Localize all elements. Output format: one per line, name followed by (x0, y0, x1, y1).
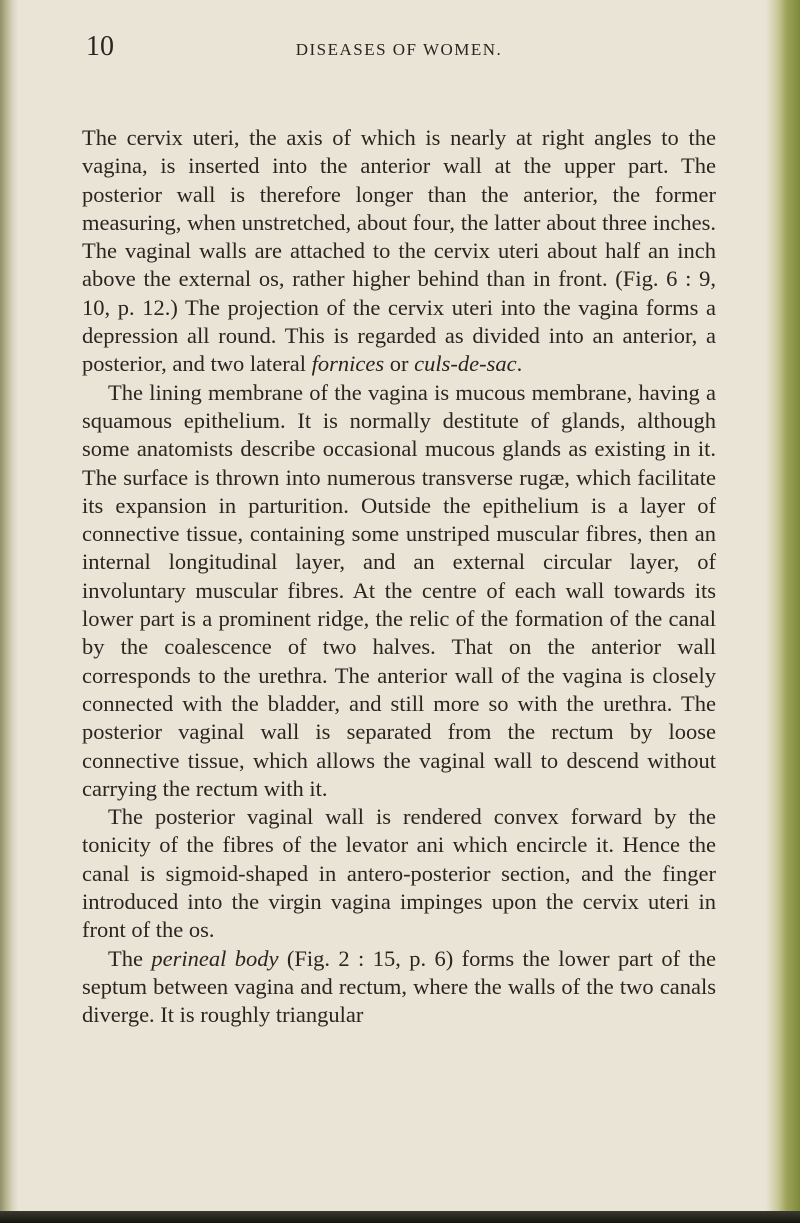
running-title: DISEASES OF WOMEN. (295, 40, 503, 59)
paragraph-text: The posterior vaginal wall is rendered convex forward by the tonicity of the fibres of the levator ani which encircle it. Hence the canal is sigmoid-shaped in antero-posterior section, and the finger introduced into the virgin vagina impinges upon the cervix uteri in front of the os. (82, 804, 716, 943)
paragraph-text: The cervix uteri, the axis of which is nearly at right angles to the vagina, is inserted into the anterior wall at the upper part. The posterior wall is therefore longer than the anterior, the former measuring, when unstretched, about four, the latter about three inches. The vaginal walls are attached to the cervix uteri about half an inch above the external os, rather higher behind than in front. (Fig. 6 : 9, 10, p. 12.) The projection of the cervix uteri into the vagina forms a depression all round. This is regarded as divided into an anterior, a posterior, and two lateral (82, 125, 716, 377)
paragraph-text: The lining membrane of the vagina is mucous membrane, having a squamous epithelium. It is normally destitute of glands, although some anatomists describe occasional mucous glands as existing in it. The surface is thrown into numerous transverse rugæ, which facilitate its expansion in parturition. Outside the epithelium is a layer of connective tissue, containing some unstriped muscular fibres, then an internal longitudinal layer, and an external circular layer, of involuntary muscular fibres. At the centre of each wall towards its lower part is a prominent ridge, the relic of the formation of the canal by the coalescence of two halves. That on the anterior wall corresponds to the urethra. The anterior wall of the vagina is closely connected with the bladder, and still more so with the urethra. The posterior vaginal wall is separated from the rectum by loose connective tissue, which allows the vaginal wall to descend without carrying the rectum with it. (82, 379, 716, 801)
book-spine-edge (766, 0, 800, 1223)
page-left-edge-shadow (0, 0, 18, 1223)
paragraph-text: . (516, 351, 523, 377)
paragraph-text: or (384, 351, 415, 377)
italic-term-perineal-body: perineal body (151, 945, 279, 971)
page-bottom-edge (0, 1211, 800, 1223)
book-page (82, 30, 716, 1030)
paragraph-perineal-body (82, 945, 716, 1030)
running-head (82, 30, 716, 80)
italic-term-fornices: fornices (311, 351, 385, 377)
paragraph-posterior-wall (82, 803, 716, 944)
italic-term-culs-de-sac: culs-de-sac (414, 351, 517, 377)
paragraph-cervix-vagina (82, 124, 716, 379)
paragraph-lining-membrane (82, 379, 716, 803)
paragraph-text: (Fig. 2 : 15, p. 6) forms the lower part of the septum between vagina and rectum, where the walls of the two canals diverge. It is roughly triangular (82, 945, 717, 1028)
body-text (82, 124, 716, 1030)
paragraph-text: The (108, 945, 152, 971)
page-number: 10 (86, 31, 114, 62)
